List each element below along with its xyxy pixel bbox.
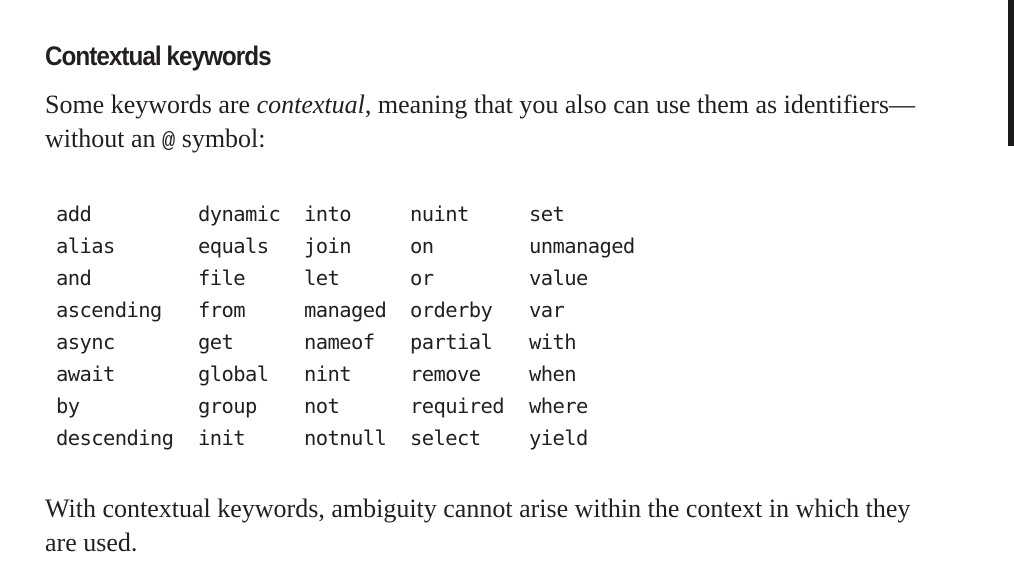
- keyword-cell: async: [56, 330, 115, 354]
- keyword-cell: on: [410, 234, 434, 258]
- closing-paragraph: [45, 492, 910, 560]
- keyword-cell: init: [198, 426, 245, 450]
- keyword-cell: dynamic: [198, 202, 281, 226]
- keyword-cell: with: [529, 330, 576, 354]
- keyword-cell: nameof: [304, 330, 375, 354]
- keyword-cell: ascending: [56, 298, 162, 322]
- keyword-cell: remove: [410, 362, 481, 386]
- keyword-cell: not: [304, 394, 340, 418]
- closing-line-2: are used.: [45, 528, 138, 557]
- keyword-cell: yield: [529, 426, 588, 450]
- keyword-cell: by: [56, 394, 80, 418]
- keyword-cell: set: [529, 202, 565, 226]
- keyword-cell: await: [56, 362, 115, 386]
- keyword-cell: add: [56, 202, 92, 226]
- keyword-cell: where: [529, 394, 588, 418]
- section-heading: Contextual keywords: [45, 41, 271, 71]
- keyword-cell: var: [529, 298, 565, 322]
- intro-line2-end: symbol:: [175, 124, 266, 153]
- keyword-cell: file: [198, 266, 245, 290]
- intro-emphasis: contextual: [256, 90, 365, 119]
- keyword-cell: value: [529, 266, 588, 290]
- keyword-cell: equals: [198, 234, 269, 258]
- keyword-cell: managed: [304, 298, 387, 322]
- keyword-cell: select: [410, 426, 481, 450]
- keyword-cell: into: [304, 202, 351, 226]
- keyword-cell: orderby: [410, 298, 493, 322]
- keyword-cell: join: [304, 234, 351, 258]
- keyword-cell: let: [304, 266, 340, 290]
- keyword-cell: unmanaged: [529, 234, 635, 258]
- keyword-cell: nint: [304, 362, 351, 386]
- scrollbar[interactable]: [1008, 0, 1014, 146]
- intro-text-end: , meaning that you also can use them as identifiers—: [364, 90, 916, 119]
- at-symbol-code: @: [162, 129, 176, 154]
- keyword-cell: descending: [56, 426, 174, 450]
- keyword-cell: partial: [410, 330, 493, 354]
- keyword-cell: get: [198, 330, 234, 354]
- keyword-cell: global: [198, 362, 269, 386]
- intro-paragraph: [45, 88, 915, 159]
- keyword-cell: and: [56, 266, 92, 290]
- keyword-cell: required: [410, 394, 504, 418]
- intro-line2-start: without an: [45, 124, 162, 153]
- closing-line-1: With contextual keywords, ambiguity cannot arise within the context in which they: [45, 494, 911, 523]
- keyword-cell: when: [529, 362, 576, 386]
- keyword-cell: nuint: [410, 202, 469, 226]
- keyword-cell: alias: [56, 234, 115, 258]
- intro-text-start: Some keywords are: [45, 90, 257, 119]
- keyword-cell: or: [410, 266, 434, 290]
- keyword-cell: from: [198, 298, 245, 322]
- keyword-cell: notnull: [304, 426, 387, 450]
- keyword-cell: group: [198, 394, 257, 418]
